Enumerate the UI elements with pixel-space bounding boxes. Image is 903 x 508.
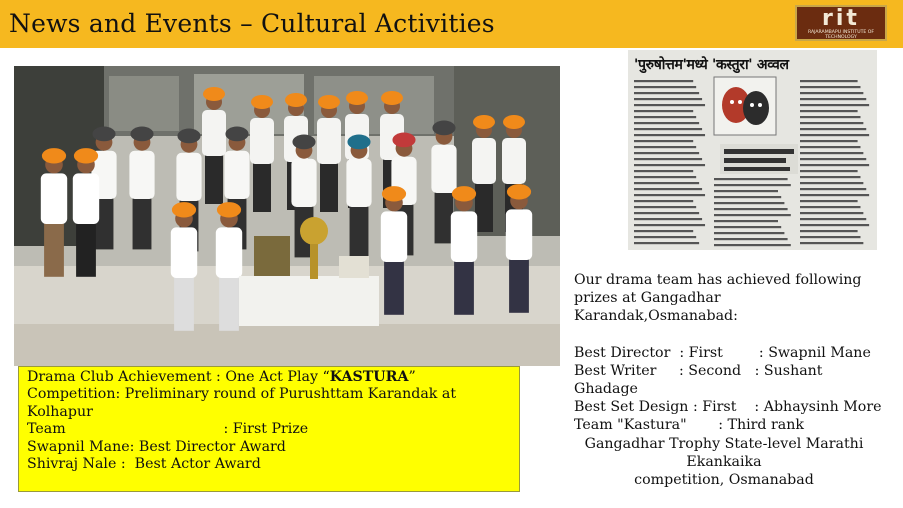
clipping-text-line (634, 86, 696, 88)
caption-line-play (27, 369, 511, 386)
logo-mark: rit (822, 6, 860, 31)
clipping-text-line (634, 158, 702, 160)
clipping-text-line (634, 176, 696, 178)
clipping-text-line (634, 206, 696, 208)
clipping-text-line (800, 206, 860, 208)
clipping-text-line (800, 110, 858, 112)
clipping-text-line (800, 158, 866, 160)
clipping-text-line (714, 202, 784, 204)
clipping-text-line (634, 218, 702, 220)
clipping-text-line (634, 230, 693, 232)
clipping-text-line (800, 224, 869, 226)
trophy-line-2: Ekankaika (686, 453, 762, 470)
clipping-text-line (634, 236, 696, 238)
clipping-text-line (714, 190, 778, 192)
clipping-text-line (714, 232, 784, 234)
clipping-text-line (634, 164, 705, 166)
clipping-text-line (634, 182, 699, 184)
award-best-director: Best Director : First : Swapnil Mane (574, 344, 871, 361)
clipping-text-line (800, 176, 860, 178)
clipping-text-line (800, 146, 860, 148)
clipping-text-line (714, 196, 781, 198)
clipping-text-line (714, 226, 781, 228)
header-bar (0, 0, 903, 48)
clipping-text-line (800, 164, 869, 166)
clipping-text-line (800, 92, 863, 94)
trophy-line-1: Gangadhar Trophy State-level Marathi (584, 435, 864, 452)
caption-line-director: Swapnil Mane: Best Director Award (27, 438, 286, 455)
clipping-text-line (634, 122, 699, 124)
clipping-text-line (800, 188, 866, 190)
award-best-writer-cont: Ghadage (574, 381, 638, 398)
clipping-text-line (634, 128, 702, 130)
intro-line-2: prizes at Gangadhar (574, 290, 721, 307)
clipping-text-line (800, 104, 869, 106)
clipping-text-line (634, 188, 702, 190)
clipping-text-line (634, 200, 693, 202)
award-best-set-design: Best Set Design : First : Abhaysinh More (574, 399, 882, 416)
clipping-text-line (800, 98, 866, 100)
clipping-text-line (800, 218, 866, 220)
caption-line-team: Team : First Prize (27, 421, 309, 438)
clipping-text-line (800, 194, 869, 196)
clipping-text-line (800, 116, 860, 118)
clipping-text-line (714, 244, 791, 246)
clipping-text-line (634, 80, 693, 82)
page-title: News and Events – Cultural Activities (9, 9, 495, 38)
clipping-text-line (634, 110, 693, 112)
intro-line-3: Karandak,Osmanabad: (574, 308, 738, 325)
clipping-text-line (714, 214, 791, 216)
clipping-text-line (800, 152, 863, 154)
rit-logo (795, 5, 887, 41)
clipping-text-line (634, 194, 705, 196)
clipping-text-line (634, 224, 705, 226)
newspaper-clipping (628, 50, 877, 250)
clipping-text-line (800, 170, 858, 172)
caption-play-suffix: ” (408, 369, 416, 385)
achievement-caption (18, 366, 520, 492)
caption-line-actor: Shivraj Nale : Best Actor Award (27, 456, 261, 473)
clipping-text-line (634, 116, 696, 118)
clipping-text-line (800, 212, 863, 214)
clipping-text-line (634, 170, 693, 172)
clipping-text-line (800, 236, 860, 238)
clipping-text-line (800, 182, 863, 184)
clipping-text-line (800, 200, 858, 202)
clipping-text-line (714, 208, 788, 210)
award-team-kastura: Team "Kastura" : Third rank (574, 417, 804, 434)
intro-line-1: Our drama team has achieved following (574, 272, 862, 288)
clipping-text-line (634, 98, 702, 100)
clipping-text-line (634, 104, 705, 106)
drama-prizes-text (574, 271, 894, 489)
clipping-text-line (634, 212, 699, 214)
clipping-text-line (714, 220, 778, 222)
clipping-text-line (800, 122, 863, 124)
caption-play-prefix: Drama Club Achievement : One Act Play “ (27, 369, 330, 385)
clipping-text-line (634, 242, 699, 244)
clipping-text-line (800, 128, 866, 130)
clipping-text-line (634, 92, 699, 94)
clipping-text-line (800, 140, 858, 142)
caption-play-name: KASTURA (329, 369, 409, 385)
trophy-line-3: competition, Osmanabad (634, 472, 814, 489)
clipping-text-line (800, 242, 863, 244)
group-photo (14, 66, 560, 366)
clipping-headline: 'पुरुषोत्तम'मध्ये 'कस्तुरा' अव्वल (634, 57, 789, 73)
clipping-text-line (714, 184, 791, 186)
clipping-text-line (714, 238, 788, 240)
clipping-text-line (800, 134, 869, 136)
caption-line-competition: Competition: Preliminary round of Purushttam Karandak at Kolhapur (27, 386, 457, 420)
clipping-text-line (634, 140, 693, 142)
clipping-text-line (800, 230, 858, 232)
logo-subtitle: RAJARAMBAPU INSTITUTE OF TECHNOLOGY (807, 30, 875, 40)
clipping-text-line (634, 152, 699, 154)
clipping-text-line (800, 86, 860, 88)
clipping-text-line (714, 178, 788, 180)
clipping-text-line (800, 80, 858, 82)
clipping-text-line (634, 134, 705, 136)
award-best-writer: Best Writer : Second : Sushant (574, 362, 823, 379)
clipping-text-line (634, 146, 696, 148)
